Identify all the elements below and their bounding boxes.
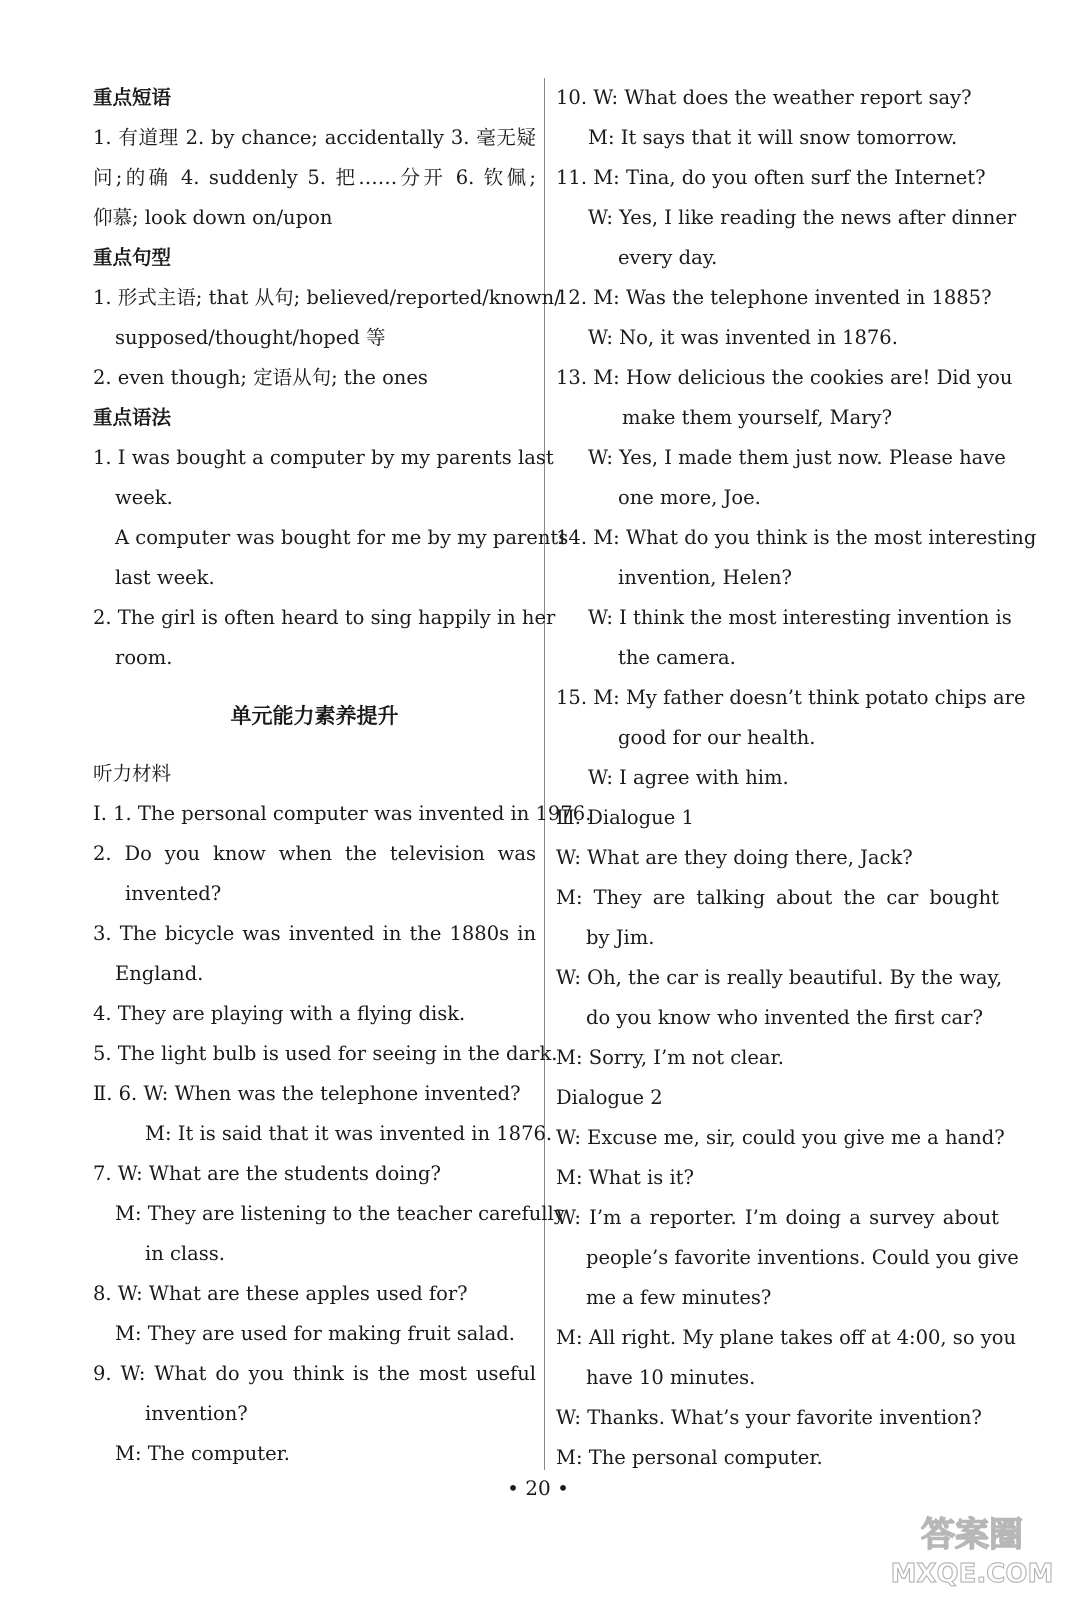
- dialogue-line: W: I agree with him.: [588, 766, 789, 789]
- dialogue-line: make them yourself, Mary?: [622, 406, 893, 429]
- unit-title: 单元能力素养提升: [230, 704, 399, 728]
- dialogue-line: W: What are they doing there, Jack?: [556, 846, 913, 869]
- pattern-line: 2. even though; 定语从句; the ones: [93, 366, 428, 389]
- dialogue-line: M: They are talking about the car bought: [556, 886, 999, 909]
- phrase-line: 1. 有道理 2. by chance; accidentally 3. 毫无疑: [93, 126, 536, 149]
- watermark-logo: [882, 1506, 1062, 1590]
- phrase-line: 问;的确 4. suddenly 5. 把……分开 6. 钦佩;: [93, 166, 536, 189]
- dialogue-line: W: I think the most interesting invention is: [588, 606, 1012, 629]
- listening-heading: 听力材料: [93, 762, 172, 785]
- dialogue-line: W: Excuse me, sir, could you give me a hand?: [556, 1126, 1005, 1149]
- listening-line: 8. W: What are these apples used for?: [93, 1282, 468, 1305]
- dialogue-line: me a few minutes?: [586, 1286, 772, 1309]
- listening-line: Ⅰ. 1. The personal computer was invented in 1976.: [93, 802, 592, 825]
- listening-line: M: They are used for making fruit salad.: [115, 1322, 515, 1345]
- watermark-text-bottom: MXQE.COM: [890, 1559, 1054, 1589]
- dialogue-line: M: It says that it will snow tomorrow.: [588, 126, 958, 149]
- grammar-line: week.: [115, 486, 173, 509]
- section-heading-key-patterns: 重点句型: [93, 246, 172, 269]
- dialogue-line: Ⅲ. Dialogue 1: [556, 806, 694, 829]
- listening-line: M: They are listening to the teacher carefully: [115, 1202, 565, 1225]
- listening-line: in class.: [145, 1242, 225, 1265]
- dialogue-line: one more, Joe.: [618, 486, 761, 509]
- dialogue-line: 15. M: My father doesn’t think potato chips are: [556, 686, 1026, 709]
- grammar-line: room.: [115, 646, 173, 669]
- grammar-line: A computer was bought for me by my parents: [115, 526, 569, 549]
- dialogue-line: W: Yes, I made them just now. Please have: [588, 446, 1006, 469]
- dialogue-line: by Jim.: [586, 926, 655, 949]
- listening-line: M: It is said that it was invented in 1876.: [145, 1122, 553, 1145]
- dialogue-line: 13. M: How delicious the cookies are! Did you: [556, 366, 1013, 389]
- listening-line: invention?: [145, 1402, 248, 1425]
- dialogue-line: every day.: [618, 246, 718, 269]
- phrase-line: 仰慕; look down on/upon: [93, 206, 333, 229]
- listening-line: England.: [115, 962, 204, 985]
- dialogue-line: do you know who invented the first car?: [586, 1006, 983, 1029]
- listening-line: 5. The light bulb is used for seeing in the dark.: [93, 1042, 558, 1065]
- dialogue-line: have 10 minutes.: [586, 1366, 756, 1389]
- dialogue-line: M: Sorry, I’m not clear.: [556, 1046, 784, 1069]
- dialogue-line: W: I’m a reporter. I’m doing a survey about: [556, 1206, 999, 1229]
- listening-line: Ⅱ. 6. W: When was the telephone invented?: [93, 1082, 521, 1105]
- listening-line: M: The computer.: [115, 1442, 290, 1465]
- dialogue-line: 12. M: Was the telephone invented in 1885?: [556, 286, 992, 309]
- listening-line: 2. Do you know when the television was: [93, 842, 536, 865]
- dialogue-line: people’s favorite inventions. Could you give: [586, 1246, 1019, 1269]
- page-number: • 20 •: [507, 1476, 569, 1500]
- watermark-text-top: 答案圈: [921, 1515, 1023, 1555]
- pattern-line: 1. 形式主语; that 从句; believed/reported/known/: [93, 286, 561, 309]
- listening-line: 3. The bicycle was invented in the 1880s in: [93, 922, 536, 945]
- dialogue-line: 10. W: What does the weather report say?: [556, 86, 972, 109]
- grammar-line: last week.: [115, 566, 215, 589]
- dialogue-line: invention, Helen?: [618, 566, 793, 589]
- grammar-line: 1. I was bought a computer by my parents last: [93, 446, 554, 469]
- pattern-line: supposed/thought/hoped 等: [115, 326, 386, 349]
- dialogue-line: M: What is it?: [556, 1166, 694, 1189]
- dialogue-line: W: Thanks. What’s your favorite invention?: [556, 1406, 982, 1429]
- dialogue-line: the camera.: [618, 646, 736, 669]
- dialogue-line: 14. M: What do you think is the most interesting: [556, 526, 1037, 549]
- left-column: [93, 78, 592, 1474]
- listening-line: 9. W: What do you think is the most useful: [93, 1362, 536, 1385]
- dialogue-line: W: Oh, the car is really beautiful. By the way,: [556, 966, 1003, 989]
- dialogue-line: good for our health.: [618, 726, 816, 749]
- section-heading-key-phrases: 重点短语: [93, 86, 172, 109]
- listening-line: 7. W: What are the students doing?: [93, 1162, 441, 1185]
- dialogue-line: Dialogue 2: [556, 1086, 663, 1109]
- listening-line: invented?: [125, 882, 222, 905]
- right-column: [556, 78, 1037, 1478]
- listening-line: 4. They are playing with a flying disk.: [93, 1002, 466, 1025]
- grammar-line: 2. The girl is often heard to sing happily in her: [93, 606, 556, 629]
- dialogue-line: M: All right. My plane takes off at 4:00, so you: [556, 1326, 1017, 1349]
- dialogue-line: W: No, it was invented in 1876.: [588, 326, 898, 349]
- dialogue-line: M: The personal computer.: [556, 1446, 823, 1469]
- section-heading-key-grammar: 重点语法: [93, 406, 172, 429]
- dialogue-line: W: Yes, I like reading the news after dinner: [588, 206, 1017, 229]
- dialogue-line: 11. M: Tina, do you often surf the Internet?: [556, 166, 986, 189]
